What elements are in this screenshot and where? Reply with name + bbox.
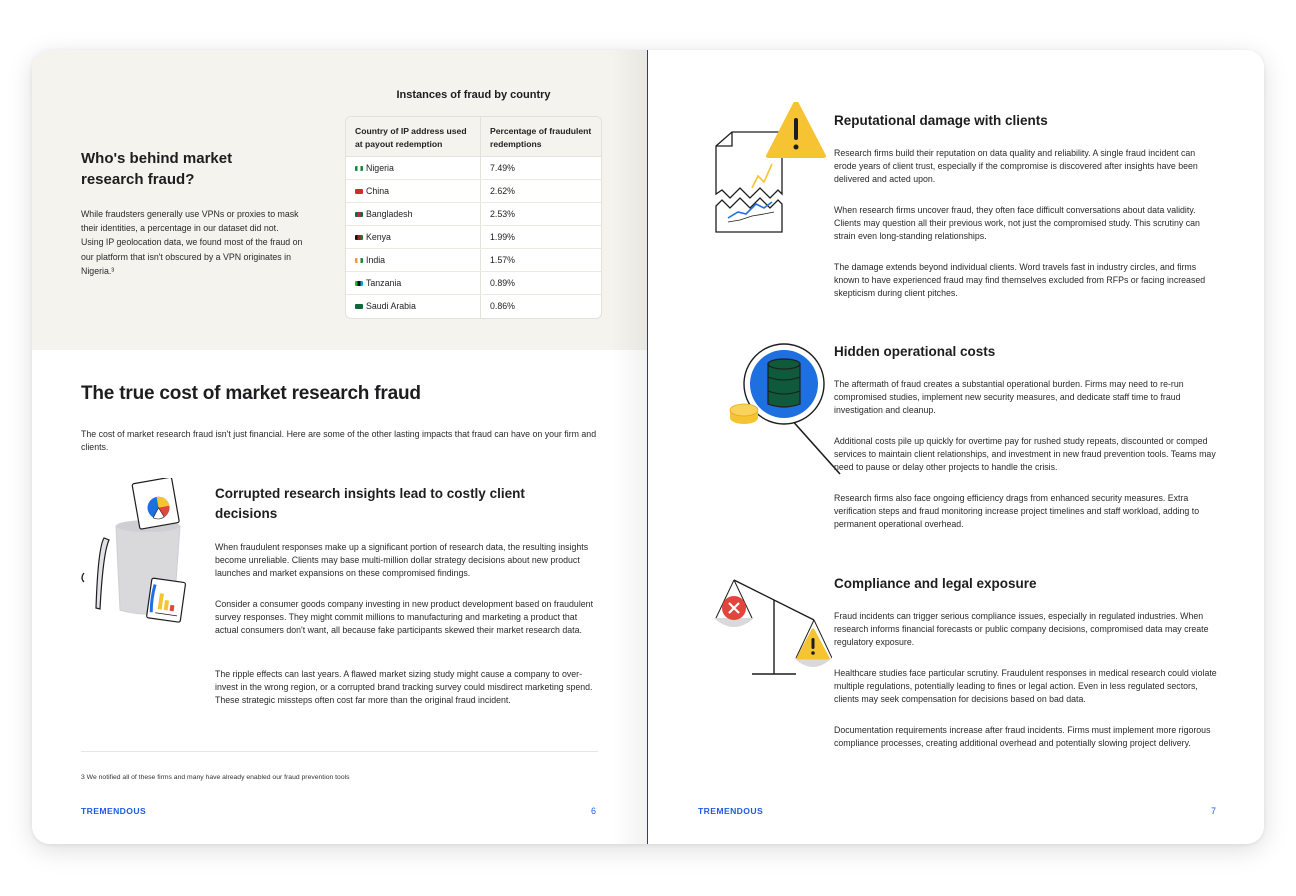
corrupted-paragraph-2: Consider a consumer goods company investing in new product development based on fraudulent survey responses. They might commit millions to manufacturing and marketing a product that actual consumers don't want, all because fake participants skewed their market research data.: [215, 599, 594, 635]
country-cell: [346, 295, 481, 318]
scale-illustration: [712, 572, 832, 684]
coin-stack-icon: [730, 404, 758, 424]
compliance-heading: Compliance and legal exposure: [834, 576, 1037, 591]
document-spread: [32, 50, 1264, 844]
country-cell: [346, 272, 481, 294]
table-row: [346, 249, 601, 272]
country-cell: [346, 203, 481, 225]
table-row: [346, 272, 601, 295]
reputational-paragraph-2: When research firms uncover fraud, they often face difficult conversations about data validity. Clients may question all their previous work, not just the compromised study. This scrutiny can strain even long-standing relationships.: [834, 205, 1200, 241]
country-cell: [346, 157, 481, 179]
percentage-cell: 1.99%: [490, 231, 515, 242]
hidden-costs-paragraph-1: The aftermath of fraud creates a substantial operational burden. Firms may need to re-run compromised studies, implement new security measures, and dedicate staff time to fraud investigation and cleanup.: [834, 379, 1184, 415]
page-number-left: 6: [591, 806, 597, 816]
magnifying-glass-icon: [744, 344, 840, 474]
error-x-icon: [722, 596, 746, 620]
compliance-paragraph-3: Documentation requirements increase after fraud incidents. Firms must implement more rigorous compliance processes, creating additional overhead and potentially slowing project delivery.: [834, 725, 1211, 748]
country-name: Kenya: [366, 231, 391, 242]
country-cell: [346, 226, 481, 248]
fraud-by-country-table: [345, 116, 602, 319]
percentage-cell: 0.86%: [490, 301, 515, 311]
table-row: [346, 226, 601, 249]
hidden-costs-paragraph-3: Research firms also face ongoing efficiency drags from enhanced security measures. Extra verification steps and fraud monitoring increase project timelines and staff workload, adding to permanent operational overhead.: [834, 493, 1200, 529]
table-header-row: [346, 117, 601, 157]
percentage-cell: 0.89%: [490, 277, 515, 288]
percentage-cell: 2.53%: [490, 208, 515, 219]
hidden-costs-heading: Hidden operational costs: [834, 344, 996, 359]
spine-shadow: [612, 50, 647, 844]
percentage-cell: 7.49%: [490, 162, 515, 173]
warning-icon: [768, 102, 824, 156]
corrupted-paragraph-1: When fraudulent responses make up a significant portion of research data, the resulting insights become unreliable. Clients may base multi-million dollar strategy decisions about new product launches and market expansions on these compromised findings.: [215, 542, 589, 578]
who-behind-heading: Who's behind market research fraud?: [81, 150, 233, 188]
table-row: [346, 157, 601, 180]
country-flag-icon: [355, 235, 363, 240]
table-row: [346, 203, 601, 226]
magnifier-coins-illustration: [728, 338, 848, 478]
country-name: Nigeria: [366, 162, 394, 173]
page-number-right: 7: [1211, 806, 1217, 816]
country-flag-icon: [355, 166, 363, 171]
country-flag-icon: [355, 212, 363, 217]
fraud-table-title: Instances of fraud by country: [396, 89, 551, 101]
compliance-paragraph-2: Healthcare studies face particular scrutiny. Fraudulent responses in medical research could violate multiple regulations, potentially leading to fines or legal action. Even in less regulated sectors, clients may seek compensation for decisions based on bad data.: [834, 668, 1217, 704]
country-flag-icon: [355, 258, 363, 263]
country-flag-icon: [355, 304, 363, 309]
reputational-damage-heading: Reputational damage with clients: [834, 113, 1048, 128]
page-right: [648, 50, 1264, 844]
footnote: 3 We notified all of these firms and many have already enabled our fraud prevention tools: [81, 774, 350, 781]
corrupted-insights-heading: Corrupted research insights lead to costly client decisions: [215, 486, 525, 521]
percentage-cell: 2.62%: [490, 185, 515, 196]
table-row: [346, 180, 601, 203]
country-cell: [346, 180, 481, 202]
brand-logo-right: TREMENDOUS: [698, 806, 764, 816]
hidden-costs-paragraph-2: Additional costs pile up quickly for overtime pay for rushed study repeats, discounted or comped services to maintain client relationships, and investment in new fraud prevention tools. Teams may need to pause or delay other projects to handle the crisis.: [834, 436, 1216, 472]
trash-can-report-illustration: [76, 478, 206, 628]
reputational-paragraph-3: The damage extends beyond individual clients. Word travels fast in industry circles, and firms known to have experienced fraud may find themselves excluded from RFPs or facing increased skepticism during client pitches.: [834, 262, 1206, 298]
true-cost-heading: The true cost of market research fraud: [81, 383, 421, 404]
column-header-percentage: Percentage of fraudulent redemptions: [490, 126, 592, 149]
true-cost-intro: The cost of market research fraud isn't just financial. Here are some of the other lasting impacts that fraud can have on your firm and clients.: [81, 429, 597, 452]
table-row: [346, 295, 601, 318]
who-behind-paragraph: While fraudsters generally use VPNs or proxies to mask their identities, a percentage in our dataset did not. Using IP geolocation data, we found most of the fraud on our platform that isn't obscured by a VPN originates in Nigeria.³: [81, 209, 303, 276]
country-flag-icon: [355, 281, 363, 286]
country-flag-icon: [355, 189, 363, 194]
bar-chart-document-icon: [146, 578, 185, 622]
table-body: [346, 157, 601, 318]
country-cell: [346, 249, 481, 271]
brand-logo-left: TREMENDOUS: [81, 806, 147, 816]
corrupted-paragraph-3: The ripple effects can last years. A flawed market sizing study might cause a company to over-invest in the wrong region, or a corrupted brand tracking survey could misdirect marketing spend. These strategic missteps often cost far more than the original fraud incident.: [215, 669, 593, 705]
country-name: China: [366, 185, 389, 196]
column-header-country: Country of IP address used at payout redemption: [346, 117, 481, 156]
pie-chart-document-icon: [132, 478, 179, 529]
broken-chart-document-illustration: [712, 102, 830, 234]
page-left: [32, 50, 647, 844]
compliance-paragraph-1: Fraud incidents can trigger serious compliance issues, especially in regulated industries. When research informs financial forecasts or public company decisions, compromised data may create regulatory exposure.: [834, 611, 1209, 647]
footnote-divider: [81, 751, 598, 752]
reputational-paragraph-1: Research firms build their reputation on data quality and reliability. A single fraud incident can erode years of client trust, especially if the compromise is discovered after insights have been delivered and acted upon.: [834, 148, 1198, 184]
country-name: Bangladesh: [366, 208, 413, 219]
country-name: India: [366, 254, 386, 265]
balance-scale-icon: [714, 580, 832, 674]
percentage-cell: 1.57%: [490, 254, 515, 265]
country-name: Saudi Arabia: [366, 301, 416, 311]
country-name: Tanzania: [366, 277, 402, 288]
